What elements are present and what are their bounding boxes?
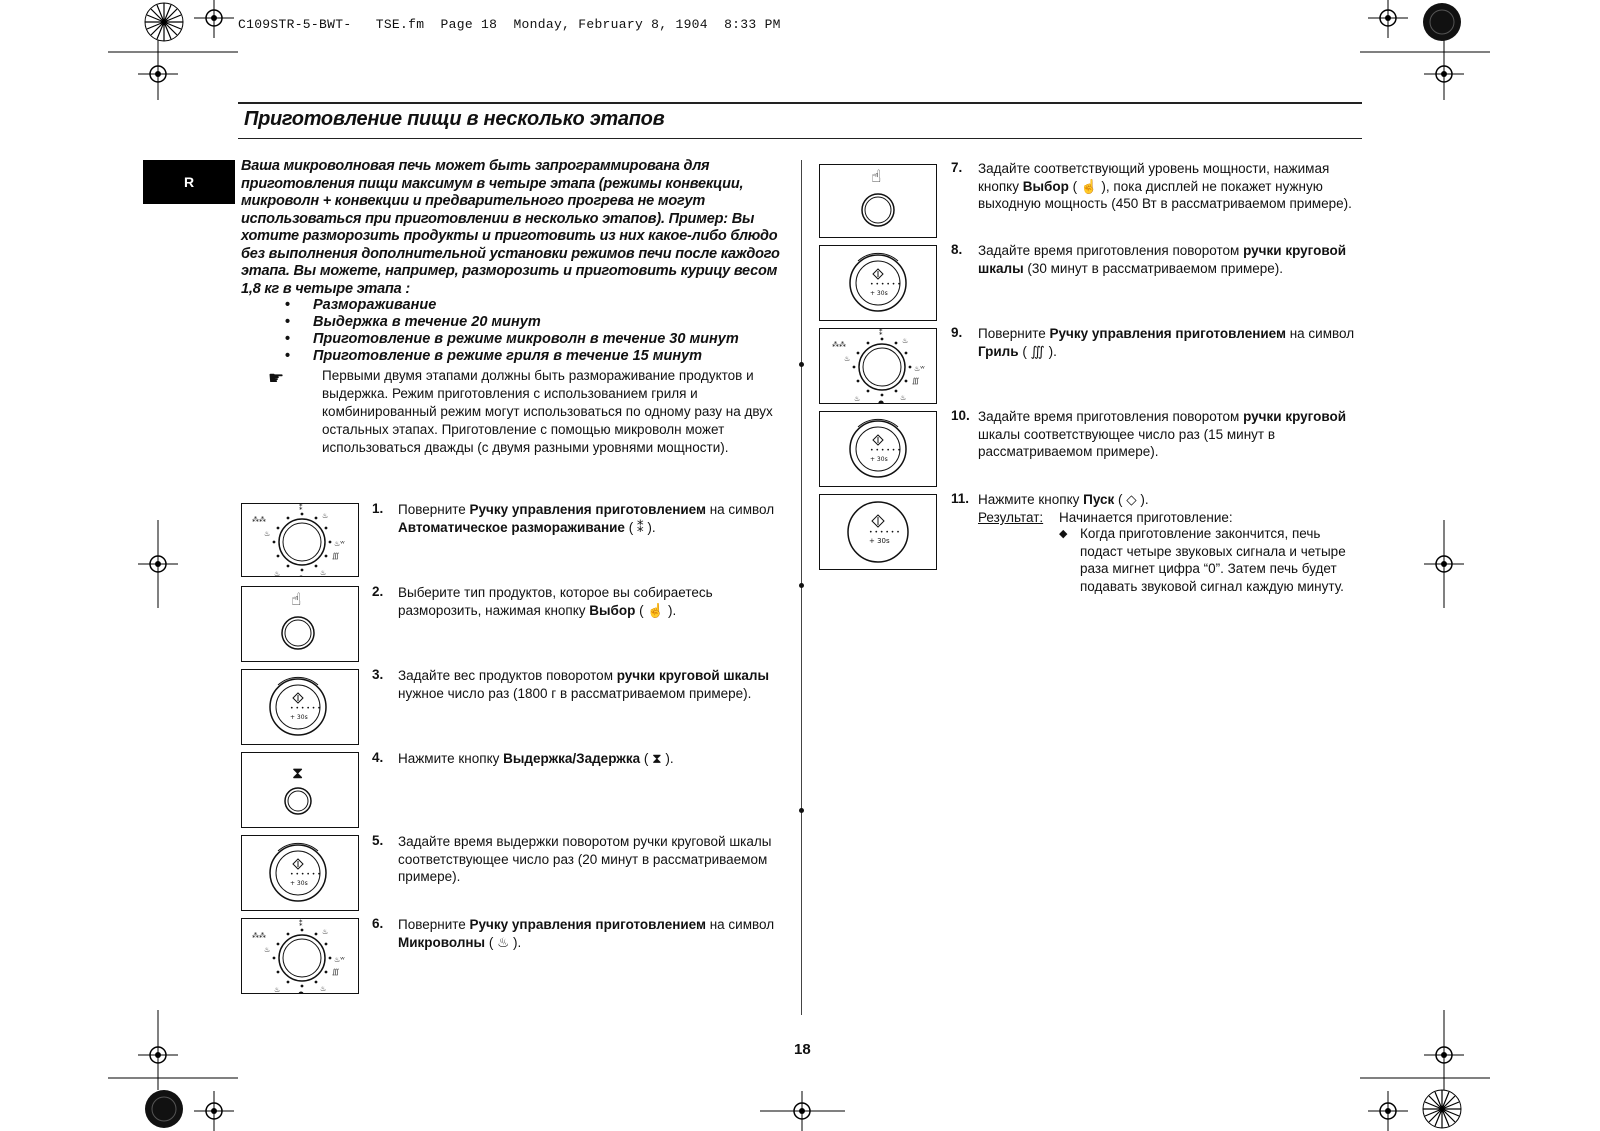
- jog-dial-illustration: [819, 245, 937, 321]
- select-button-illustration: [241, 586, 359, 662]
- file-info-line: C109STR-5-BWT- TSE.fm Page 18 Monday, February 8, 1904 8:33 PM: [238, 17, 781, 32]
- result-detail: Когда приготовление закончится, печь подаст четыре звуковых сигнала и четыре раза мигнет цифра “0”. Затем печь будет подавать звуковой сигнал каждую минуту.: [1080, 526, 1346, 594]
- stage-item: • Размораживание: [285, 297, 785, 314]
- step-number: 2.: [372, 584, 384, 599]
- step-number: 9.: [951, 325, 963, 340]
- step-5-text: Задайте время выдержки поворотом ручки круговой шкалы соответствующее число раз (20 минут в рассматриваемом примере).: [398, 834, 772, 884]
- mode-dial-illustration: [241, 503, 359, 577]
- title-top-rule: [238, 102, 1362, 104]
- intro-paragraph: Ваша микроволновая печь может быть запрограммирована для приготовления пищи максимум в четыре этапа (режимы конвекции, микроволн + конвекции и предварительного прогрева не могут использоваться при приготовлении в несколько этапов). Пример: Вы хотите разморозить продукты и приготовить из них какое-либо блюдо без выполнения дополнительной установки режимов печи после каждого этапа. Вы можете, например, разморозить и приготовить курицу весом 1,8 кг в четыре этапа :: [241, 158, 780, 297]
- step-1-text: Поверните Ручку управления приготовлением на символ Автоматическое размораживание ( ⁑ ).: [398, 502, 775, 535]
- step-4-text: Нажмите кнопку Выдержка/Задержка ( ⧗ ).: [398, 751, 674, 766]
- jog-dial-illustration: [241, 835, 359, 911]
- step-8-text: Задайте время приготовления поворотом ручки круговой шкалы (30 минут в рассматриваемом примере).: [978, 243, 1347, 276]
- jog-dial-illustration: [819, 411, 937, 487]
- step-number: 3.: [372, 667, 384, 682]
- stage-item: • Приготовление в режиме микроволн в течение 30 минут: [285, 331, 785, 348]
- step-number: 5.: [372, 833, 384, 848]
- result-label: Результат:: [978, 510, 1044, 525]
- step-7-text: Задайте соответствующий уровень мощности, нажимая кнопку Выбор ( ☝ ), пока дисплей не покажет нужную выходную мощность (450 Вт в рассматриваемом примере).: [978, 161, 1352, 211]
- page-number: 18: [794, 1041, 811, 1058]
- divider-dot: [799, 362, 804, 367]
- page-title: Приготовление пищи в несколько этапов: [244, 108, 665, 130]
- stage-item: • Выдержка в течение 20 минут: [285, 314, 785, 331]
- hold-button-illustration: [241, 752, 359, 828]
- divider-dot: [799, 808, 804, 813]
- jog-dial-illustration: [241, 669, 359, 745]
- step-number: 1.: [372, 501, 384, 516]
- step-number: 7.: [951, 160, 963, 175]
- language-tab: R: [143, 160, 235, 204]
- step-number: 11.: [951, 491, 970, 506]
- step-9-text: Поверните Ручку управления приготовлением на символ Гриль ( ∭ ).: [978, 326, 1355, 359]
- mode-dial-illustration: [241, 918, 359, 994]
- start-button-illustration: [819, 494, 937, 570]
- pointing-hand-icon: ☛: [268, 368, 285, 388]
- note-text: Первыми двумя этапами должны быть размораживание продуктов и выдержка. Режим приготовления с использованием гриля и комбинированный режим могут использоваться по одному разу на двух остальных этапах. Приготовление с помощью микроволн может использоваться дважды (с двумя разными уровнями мощности).: [322, 368, 773, 455]
- step-11-text: Нажмите кнопку Пуск ( ◇ ).: [978, 492, 1149, 507]
- title-bottom-rule: [238, 138, 1362, 139]
- step-number: 10.: [951, 408, 970, 423]
- stage-list: [285, 297, 785, 365]
- svg-text:+ 30s: + 30s: [869, 537, 890, 545]
- select-button-illustration: [819, 164, 937, 238]
- result-text: Начинается приготовление:: [1059, 510, 1233, 525]
- svg-text:• • • • • •: • • • • • •: [869, 529, 900, 536]
- divider-dot: [799, 583, 804, 588]
- diamond-bullet-icon: ◆: [1059, 528, 1068, 540]
- step-3-text: Задайте вес продуктов поворотом ручки круговой шкалы нужное число раз (1800 г в рассматриваемом примере).: [398, 668, 770, 701]
- step-6-text: Поверните Ручку управления приготовлением на символ Микроволны ( ♨ ).: [398, 917, 775, 950]
- mode-dial-illustration: [819, 328, 937, 404]
- stage-item: • Приготовление в режиме гриля в течение 15 минут: [285, 348, 785, 365]
- step-number: 6.: [372, 916, 384, 931]
- step-2-text: Выберите тип продуктов, которое вы собираетесь разморозить, нажимая кнопку Выбор ( ☝ ).: [398, 585, 713, 618]
- step-10-text: Задайте время приготовления поворотом ручки круговой шкалы соответствующее число раз (15 минут в рассматриваемом примере).: [978, 409, 1347, 459]
- step-number: 4.: [372, 750, 384, 765]
- step-number: 8.: [951, 242, 963, 257]
